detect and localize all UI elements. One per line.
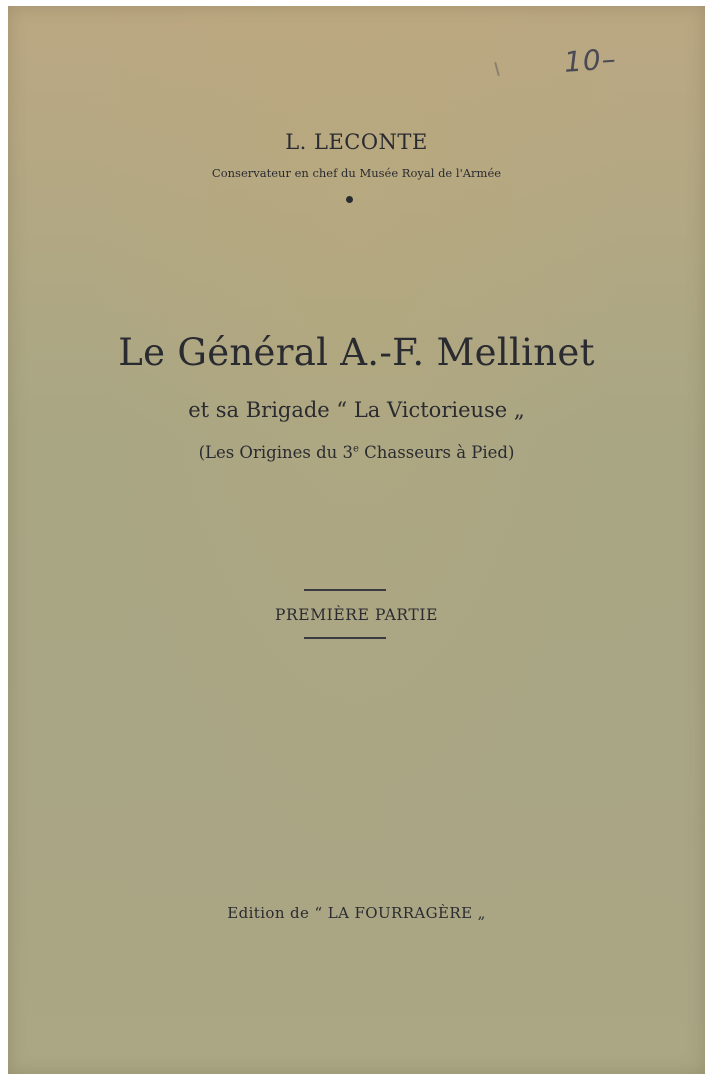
author-name: L. LECONTE xyxy=(285,130,428,154)
author-role: Conservateur en chef du Musée Royal de l'Armée xyxy=(211,166,502,180)
book-origins-note: (Les Origines du 3e Chasseurs à Pied) xyxy=(198,443,515,462)
book-subtitle: et sa Brigade “ La Victorieuse „ xyxy=(188,398,525,422)
handwritten-price: 10– xyxy=(562,42,618,79)
book-title: Le Général A.-F. Mellinet xyxy=(118,331,595,374)
bullet-ornament xyxy=(346,196,353,203)
divider-top xyxy=(304,589,386,591)
part-label: PREMIÈRE PARTIE xyxy=(274,606,438,624)
publisher: Edition de “ LA FOURRAGÈRE „ xyxy=(227,904,486,922)
pencil-mark xyxy=(494,62,500,76)
divider-bottom xyxy=(304,637,386,639)
book-cover xyxy=(8,6,705,1074)
